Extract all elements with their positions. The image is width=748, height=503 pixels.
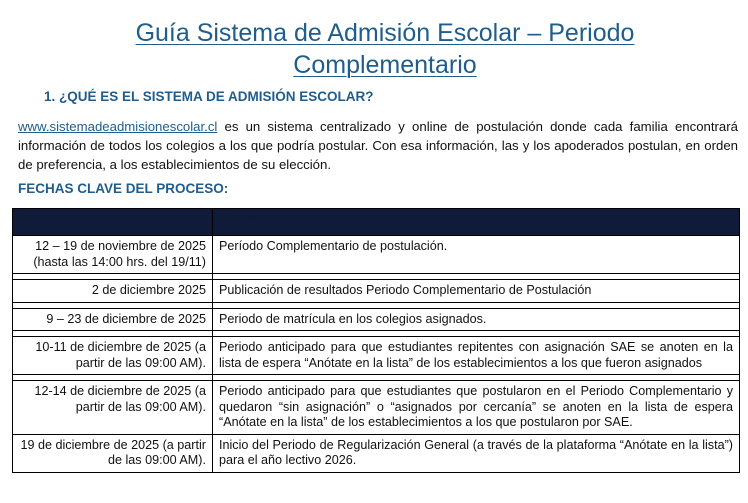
row-date: 2 de diciembre 2025 xyxy=(13,280,213,303)
intro-paragraph xyxy=(18,117,738,174)
table-row xyxy=(13,236,740,274)
intro-text: es un sistema centralizado y online de postulación donde cada familia encontrará información de todos los colegios a los que podría postular. Con esa información, las y los apoderados postulan, en orden de preferencia, a los establecimientos de su elección. xyxy=(18,119,738,172)
row-date: 12 – 19 de noviembre de 2025 (hasta las 14:00 hrs. del 19/11) xyxy=(13,236,213,274)
row-event: Periodo anticipado para que estudiantes repitentes con asignación SAE se anoten en la lista de espera “Anótate en la lista” de los establecimientos a los que fueron asignados xyxy=(213,337,740,375)
table-row xyxy=(13,308,740,331)
row-event: Publicación de resultados Periodo Complementario de Postulación xyxy=(213,280,740,303)
table-row xyxy=(13,337,740,375)
key-dates-heading: FECHAS CLAVE DEL PROCESO: xyxy=(18,181,229,196)
document-title: Guía Sistema de Admisión Escolar – Periodo Complementario xyxy=(135,19,635,79)
row-date: 10-11 de diciembre de 2025 (a partir de las 09:00 AM). xyxy=(13,337,213,375)
table-row xyxy=(13,381,740,435)
row-event: Período Complementario de postulación. xyxy=(213,236,740,274)
row-event: Periodo de matrícula en los colegios asignados. xyxy=(213,308,740,331)
section-heading: 1. ¿QUÉ ES EL SISTEMA DE ADMISIÓN ESCOLAR? xyxy=(44,89,374,104)
table-header-row xyxy=(13,209,740,236)
row-date: 19 de diciembre de 2025 (a partir de las 09:00 AM). xyxy=(13,434,213,472)
table-row xyxy=(13,434,740,472)
row-event: Inicio del Periodo de Regularización General (a través de la plataforma “Anótate en la lista”) para el año lectivo 2026. xyxy=(213,434,740,472)
key-dates-table xyxy=(12,208,740,473)
header-date: Fechas xyxy=(13,209,213,236)
row-date: 9 – 23 de diciembre de 2025 xyxy=(13,308,213,331)
table-row xyxy=(13,280,740,303)
row-event: Periodo anticipado para que estudiantes que postularon en el Periodo Complementario y quedaron “sin asignación” o “asignados por cercanía” se anoten en la lista de espera “Anótate en la lista” de los establecimientos a los que postularon por SAE. xyxy=(213,381,740,435)
header-event: Evento xyxy=(213,209,740,236)
admission-site-link[interactable]: www.sistemadeadmisionescolar.cl xyxy=(18,119,218,134)
row-date: 12-14 de diciembre de 2025 (a partir de las 09:00 AM). xyxy=(13,381,213,435)
